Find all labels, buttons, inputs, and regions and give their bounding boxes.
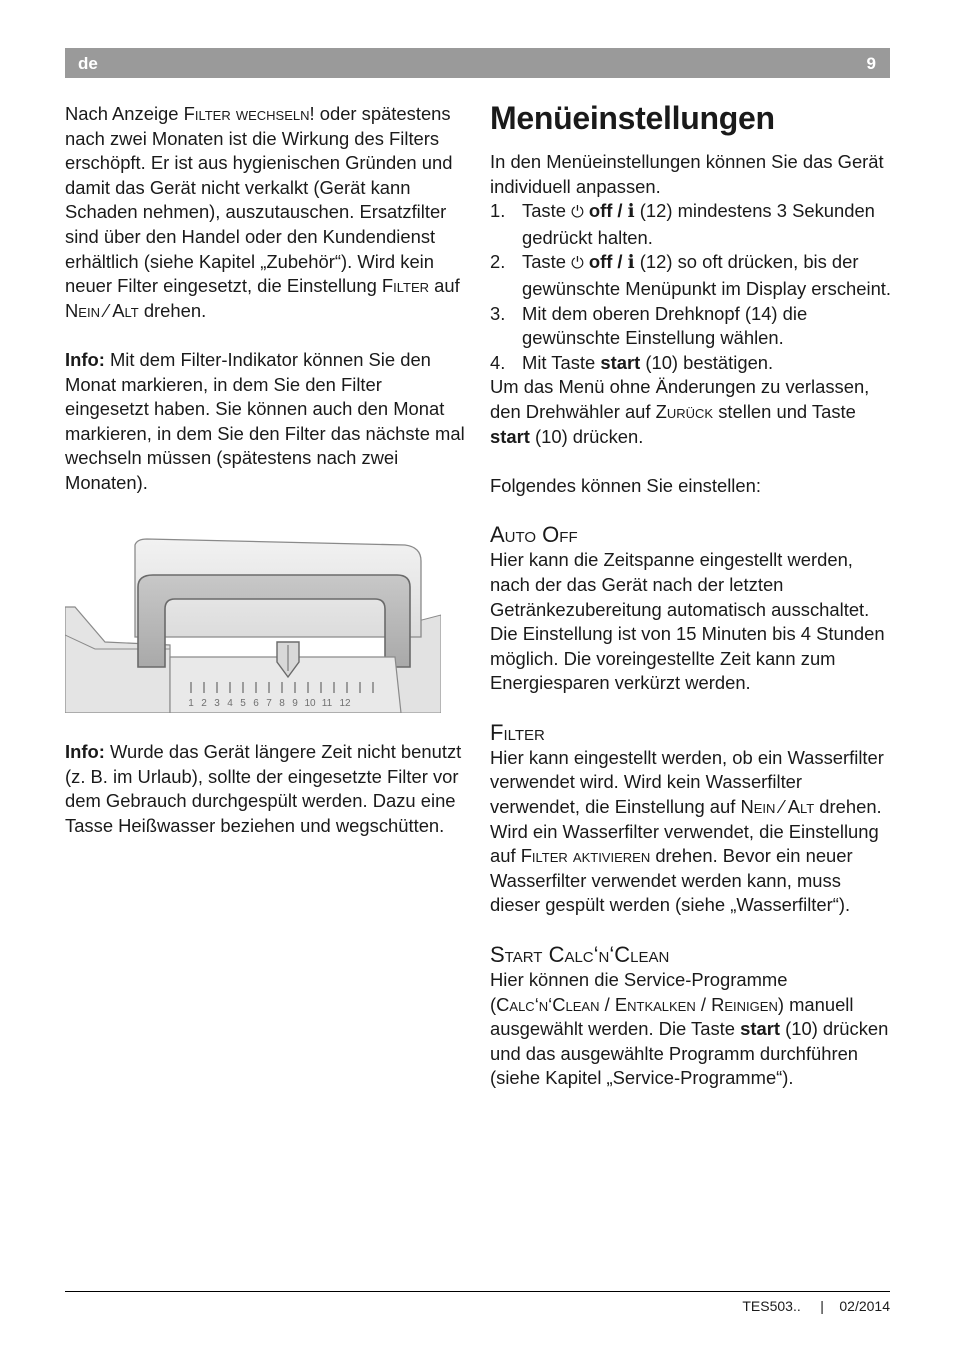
list-item: 2. Taste ⏻ off / i (12) so oft drücken, bis der gewünschte Menüpunkt im Display erscheint. <box>490 251 892 299</box>
page-number: 9 <box>866 54 876 73</box>
auto-off-heading: Auto Off <box>490 522 578 548</box>
list-item: 1. Taste ⏻ off / i (12) mindestens 3 Sekunden gedrückt halten. <box>490 200 875 248</box>
header-bar <box>65 48 890 78</box>
power-icon: ⏻ <box>571 255 584 273</box>
following-text: Folgendes können Sie einstellen: <box>490 474 761 496</box>
section-title: Menüeinstellungen <box>490 100 775 136</box>
month-label: 7 <box>266 698 272 709</box>
auto-off-text: Hier kann die Zeitspanne eingestellt werden, nach der das Gerät nach der letzten Getränkezubereitung automatisch ausschaltet. Die Einstellung ist von 15 Minuten bis 4 Stunden möglich. Die voreingestellte Zeit kann zum Energiesparen verkürzt werden. <box>490 549 885 694</box>
info-icon: i <box>627 201 635 223</box>
exit-instructions: Um das Menü ohne Änderungen zu verlassen, den Drehwähler auf Zurück stellen und Taste start (10) drücken. <box>490 376 870 447</box>
month-label: 2 <box>201 698 207 709</box>
footer-separator: | <box>820 1298 824 1314</box>
list-item: 3. Mit dem oberen Drehknopf (14) die gewünschte Einstellung wählen. <box>490 302 808 349</box>
filter-indicator-illustration <box>65 537 441 713</box>
month-label: 10 <box>304 698 316 709</box>
filter-text: Hier kann eingestellt werden, ob ein Wasserfilter verwendet wird. Wird kein Wasserfilter verwendet, die Einstellung auf Nein ⁄ Alt drehen. Wird ein Wasserfilter verwendet, die Einstellung auf Filter aktivieren drehen. Bevor ein neuer Wasserfilter verwendet werden kann, muss dieser gespült werden (siehe „Wasserfilter“). <box>490 746 884 916</box>
footer-rule <box>65 1291 890 1292</box>
month-label: 4 <box>227 698 233 709</box>
month-label: 11 <box>321 698 333 709</box>
model-number: TES503.. <box>742 1298 801 1314</box>
info-icon: i <box>627 252 635 274</box>
left-column <box>65 102 465 496</box>
right-column <box>490 98 895 1091</box>
left-column-lower <box>65 740 465 838</box>
filter-heading: Filter <box>490 719 545 745</box>
month-label: 12 <box>339 698 351 709</box>
month-label: 1 <box>188 698 194 709</box>
power-icon: ⏻ <box>571 204 584 222</box>
month-label: 5 <box>240 698 246 709</box>
month-label: 6 <box>253 698 259 709</box>
start-calc-text: Hier können die Service-Programme (Calc‘n‘Clean / Entkalken / Reinigen) manuell ausgewählt werden. Die Taste start (10) drücken und das ausgewählte Programm durchführen (siehe Kapitel „Service-Programme“). <box>490 969 889 1089</box>
footer <box>742 1298 890 1314</box>
intro-text: In den Menüeinstellungen können Sie das Gerät individuell anpassen. <box>490 151 884 197</box>
info-paragraph-2: Info: Wurde das Gerät längere Zeit nicht benutzt (z. B. im Urlaub), sollte der eingesetzte Filter vor dem Gebrauch durchgespült werden. Dazu eine Tasse Heißwasser beziehen und wegschütten. <box>65 741 462 836</box>
month-label: 9 <box>292 698 298 709</box>
publication-date: 02/2014 <box>839 1298 890 1314</box>
start-calc-heading: Start Calc‘n‘Clean <box>490 942 670 968</box>
info-paragraph-1: Info: Mit dem Filter-Indikator können Sie den Monat markieren, in dem Sie den Filter eingesetzt haben. Sie können auch den Monat markieren, in dem Sie den Filter das nächste mal wechseln müssen (spätestens nach zwei Monaten). <box>65 348 465 493</box>
month-label: 8 <box>279 698 285 709</box>
month-label: 3 <box>214 698 220 709</box>
filter-change-paragraph: Nach Anzeige Filter wechseln! oder spätestens nach zwei Monaten ist die Wirkung des Filters erschöpft. Er ist aus hygienischen Gründen und damit das Gerät nicht verkalkt (Gerät kann Schaden nehmen), auszutauschen. Ersatzfilter sind über den Handel oder den Kundendienst erhältlich (siehe Kapitel „Zubehör“). Wird kein neuer Filter eingesetzt, die Einstellung Filter auf Nein ⁄ Alt drehen. <box>65 103 460 321</box>
list-item: 4. Mit Taste start (10) bestätigen. <box>490 351 774 373</box>
steps-list <box>490 199 895 375</box>
display-message: Filter wechseln! <box>183 103 315 124</box>
language-code: de <box>78 54 98 73</box>
